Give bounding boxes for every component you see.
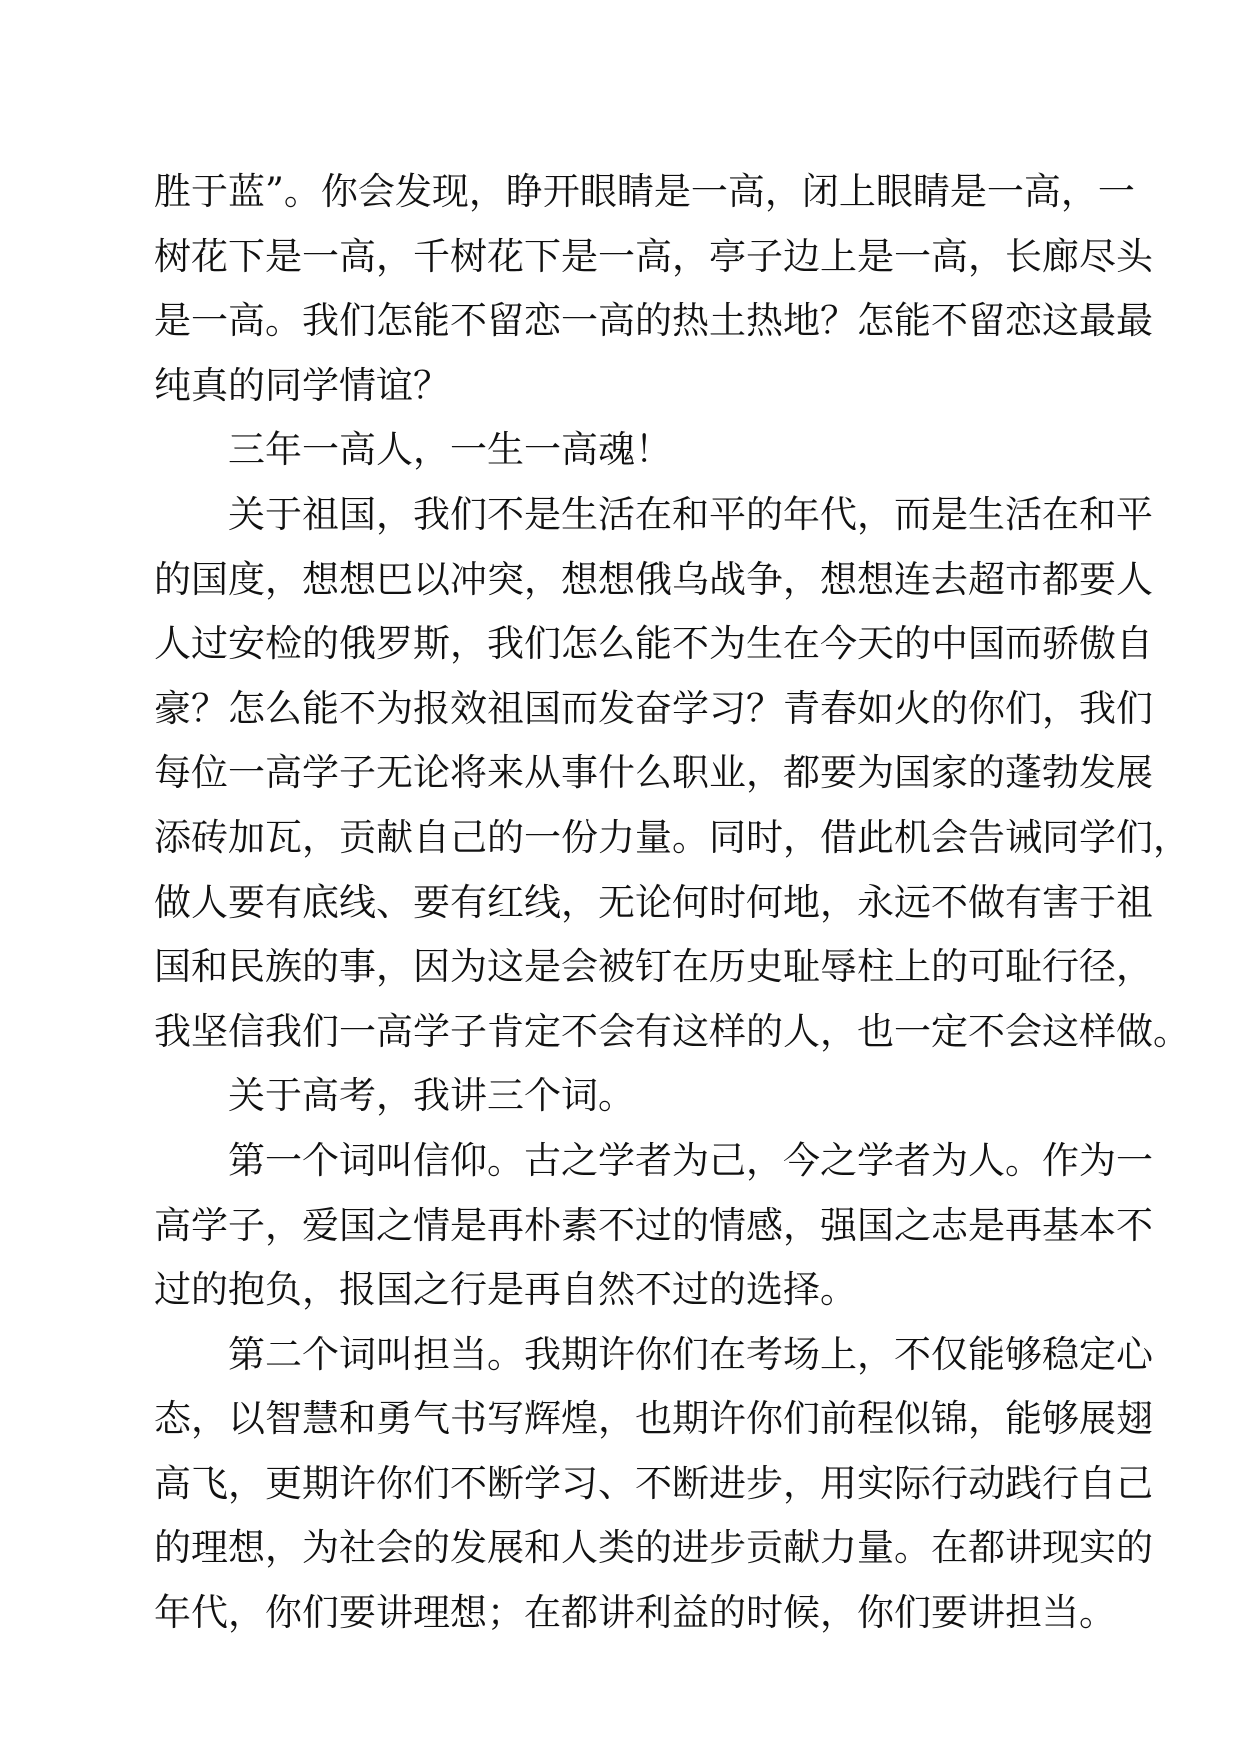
text-line: 是一高。我们怎能不留恋一高的热土热地？怎能不留恋这最最 — [154, 299, 1153, 343]
text-line: 三年一高人，一生一高魂！ — [228, 428, 672, 472]
text-line: 胜于蓝”。你会发现，睁开眼睛是一高，闭上眼睛是一高，一 — [154, 170, 1135, 213]
text-line: 的理想，为社会的发展和人类的进步贡献力量。在都讲现实的 — [154, 1526, 1153, 1570]
text-line: 纯真的同学情谊？ — [154, 363, 450, 407]
text-line: 第一个词叫信仰。古之学者为己，今之学者为人。作为一 — [228, 1138, 1153, 1182]
text-line: 树花下是一高，千树花下是一高，亭子边上是一高，长廊尽头 — [154, 234, 1153, 278]
text-line: 过的抱负，报国之行是再自然不过的选择。 — [154, 1268, 857, 1312]
text-line: 豪？怎么能不为报效祖国而发奋学习？青春如火的你们，我们 — [154, 686, 1153, 730]
text-line: 做人要有底线、要有红线，无论何时何地，永远不做有害于祖 — [154, 880, 1153, 924]
text-line: 关于高考，我讲三个词。 — [228, 1074, 635, 1118]
text-line: 添砖加瓦，贡献自己的一份力量。同时，借此机会告诫同学们， — [154, 815, 1190, 859]
text-line: 第二个词叫担当。我期许你们在考场上，不仅能够稳定心 — [228, 1332, 1153, 1376]
text-line: 的国度，想想巴以冲突，想想俄乌战争，想想连去超市都要人 — [154, 557, 1153, 601]
text-line: 高飞，更期许你们不断学习、不断进步，用实际行动践行自己 — [154, 1461, 1153, 1505]
text-line: 人过安检的俄罗斯，我们怎么能不为生在今天的中国而骄傲自 — [154, 622, 1153, 666]
text-line: 我坚信我们一高学子肯定不会有这样的人，也一定不会这样做。 — [154, 1009, 1190, 1053]
text-line: 每位一高学子无论将来从事什么职业，都要为国家的蓬勃发展 — [154, 751, 1153, 795]
body-text — [154, 160, 1190, 1646]
text-line: 关于祖国，我们不是生活在和平的年代，而是生活在和平 — [228, 492, 1153, 536]
text-line: 高学子，爱国之情是再朴素不过的情感，强国之志是再基本不 — [154, 1203, 1153, 1247]
text-line: 国和民族的事，因为这是会被钉在历史耻辱柱上的可耻行径， — [154, 945, 1153, 989]
text-line: 态，以智慧和勇气书写辉煌，也期许你们前程似锦，能够展翅 — [154, 1397, 1153, 1441]
text-line: 年代，你们要讲理想；在都讲利益的时候，你们要讲担当。 — [154, 1591, 1116, 1635]
